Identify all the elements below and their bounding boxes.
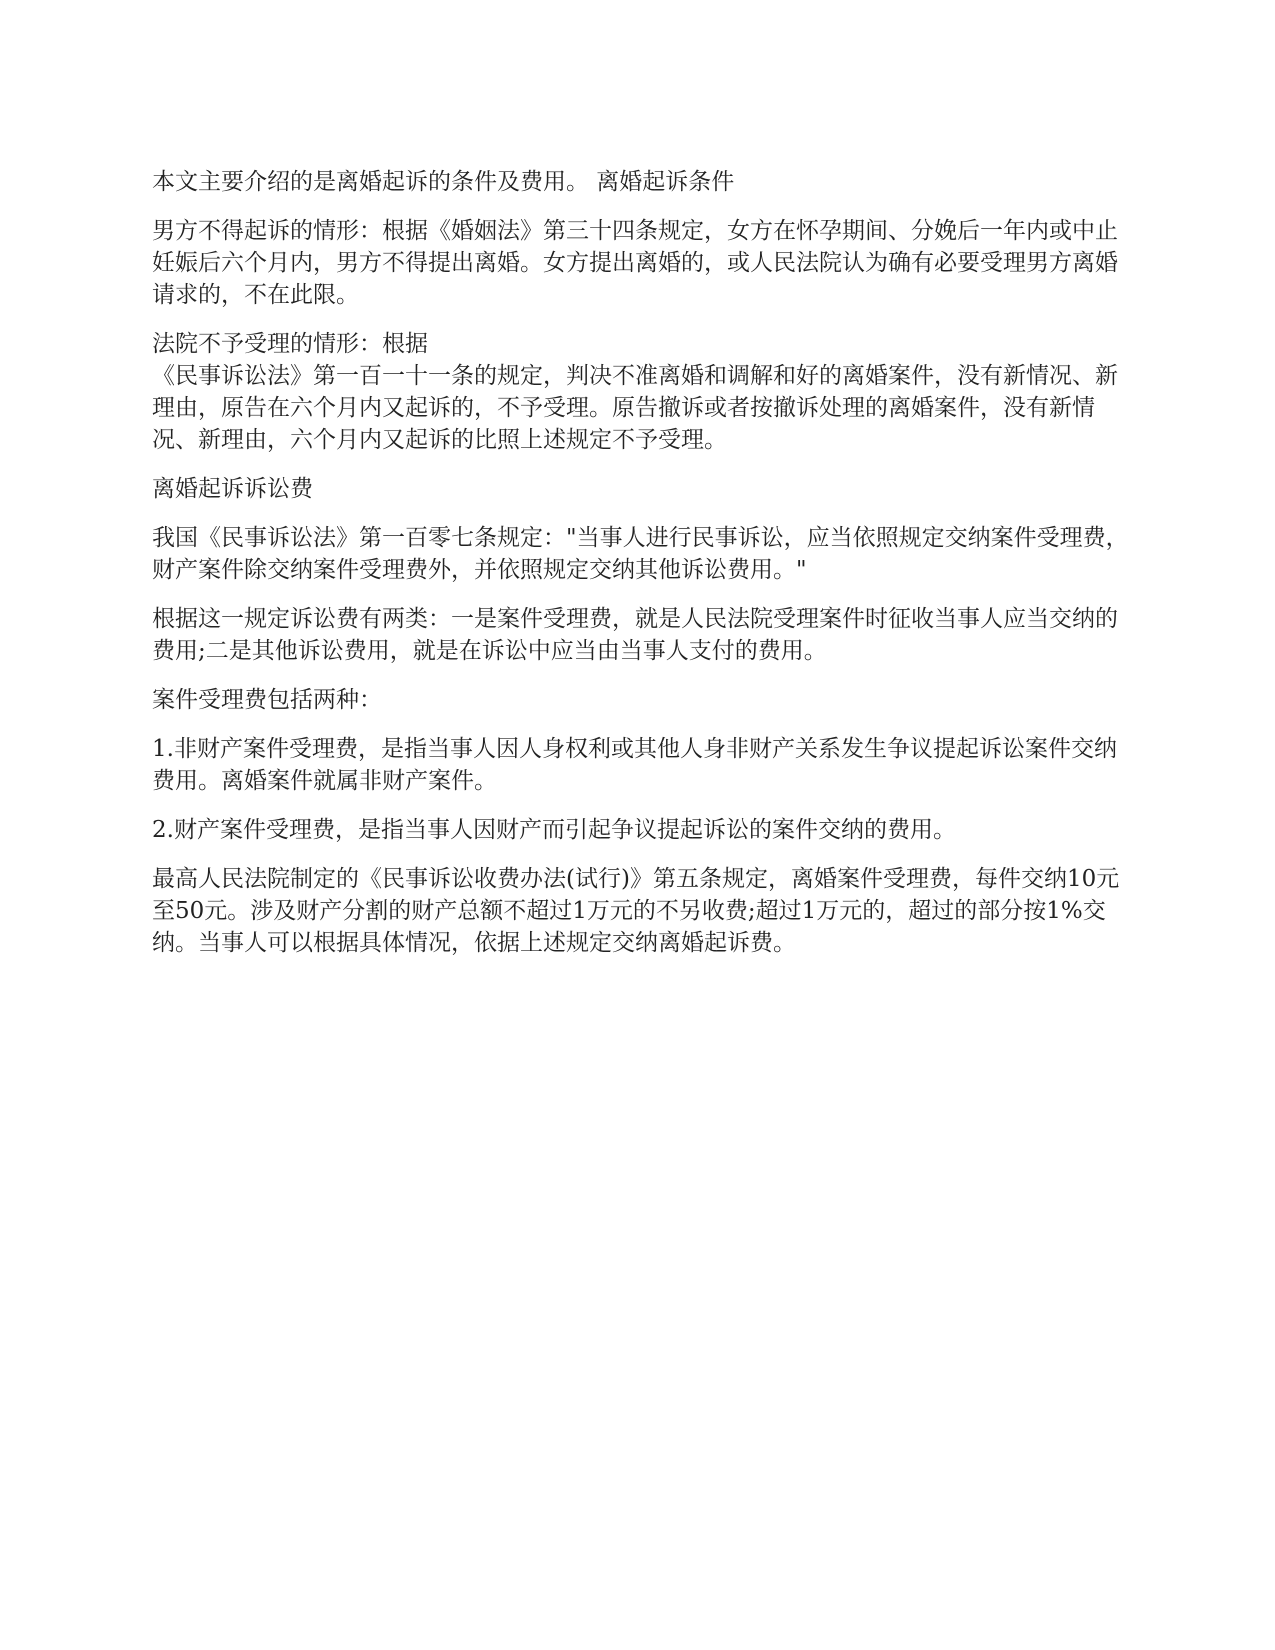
- court-rejection-body: 《民事诉讼法》第一百一十一条的规定，判决不准离婚和调解和好的离婚案件，没有新情况、新理由，原告在六个月内又起诉的，不予受理。原告撤诉或者按撤诉处理的离婚案件，没有新情况、新理由，六个月内又起诉的比照上述规定不予受理。: [152, 363, 1118, 453]
- litigation-fee-heading: 离婚起诉诉讼费: [152, 476, 313, 502]
- fee-types-paragraph: 根据这一规定诉讼费有两类：一是案件受理费，就是人民法院受理案件时征收当事人应当交纳的费用;二是其他诉讼费用，就是在诉讼中应当由当事人支付的费用。: [152, 606, 1118, 664]
- supreme-court-rule-paragraph: 最高人民法院制定的《民事诉讼收费办法(试行)》第五条规定，离婚案件受理费，每件交纳10元至50元。涉及财产分割的财产总额不超过1万元的不另收费;超过1万元的，超过的部分按1%交纳。当事人可以根据具体情况，依据上述规定交纳离婚起诉费。: [152, 866, 1120, 956]
- non-property-fee-paragraph: 1.非财产案件受理费，是指当事人因人身权利或其他人身非财产关系发生争议提起诉讼案件交纳费用。离婚案件就属非财产案件。: [152, 736, 1117, 794]
- court-rejection-heading-line: 法院不予受理的情形：根据: [152, 331, 428, 357]
- civil-procedure-quote-paragraph: 我国《民事诉讼法》第一百零七条规定："当事人进行民事诉讼，应当依照规定交纳案件受理费，财产案件除交纳案件受理费外，并依照规定交纳其他诉讼费用。": [152, 525, 1129, 583]
- male-restriction-paragraph: 男方不得起诉的情形：根据《婚姻法》第三十四条规定，女方在怀孕期间、分娩后一年内或中止妊娠后六个月内，男方不得提出离婚。女方提出离婚的，或人民法院认为确有必要受理男方离婚请求的，不在此限。: [152, 218, 1118, 308]
- intro-paragraph: 本文主要介绍的是离婚起诉的条件及费用。 离婚起诉条件: [152, 169, 735, 195]
- document-body: [152, 166, 1130, 976]
- court-rejection-paragraph: [152, 328, 1130, 456]
- property-fee-paragraph: 2.财产案件受理费，是指当事人因财产而引起争议提起诉讼的案件交纳的费用。: [152, 817, 956, 843]
- case-fee-types-heading: 案件受理费包括两种：: [152, 687, 382, 713]
